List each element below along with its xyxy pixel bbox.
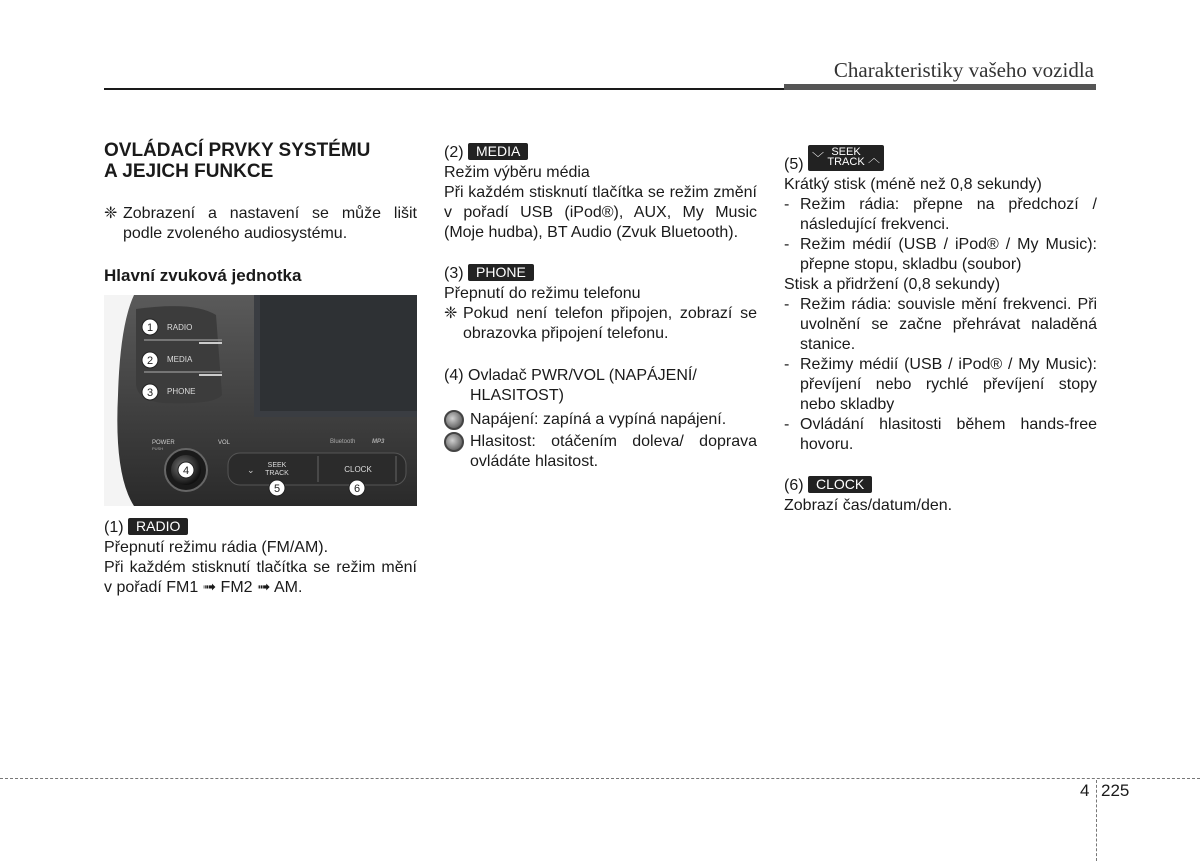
column-2	[444, 143, 757, 472]
power-label: POWER	[152, 440, 175, 446]
clock-badge: CLOCK	[808, 476, 872, 493]
note-text: Zobrazení a nastavení se může lišit podle zvoleného audiosystému.	[123, 205, 417, 242]
section-heading: OVLÁDACÍ PRVKY SYSTÉMU A JEJICH FUNKCE	[104, 140, 371, 182]
marker-6: 6	[353, 483, 361, 495]
chevron-up-icon: ︿	[868, 151, 881, 165]
marker-4: 4	[182, 465, 190, 477]
hold-press-title: Stisk a přidržení (0,8 sekundy)	[784, 276, 1001, 293]
audio-note	[104, 204, 417, 244]
item-2-line-1: Režim výběru média	[444, 164, 590, 181]
column-1	[104, 140, 417, 286]
column-3	[784, 143, 1097, 516]
item-1-radio	[104, 518, 417, 598]
vol-label: VOL	[218, 440, 231, 446]
header-rule	[104, 88, 784, 90]
item-3-note	[444, 304, 757, 344]
clock-label: CLOCK	[344, 465, 372, 474]
short-press-bullet: - Režim médií (USB / iPod® / My Music): přepne stopu, skladbu (soubor)	[784, 236, 1097, 273]
page-number: 225	[1101, 781, 1130, 800]
item-6-number: (6)	[784, 477, 804, 494]
subheading: Hlavní zvuková jednotka	[104, 266, 302, 285]
head-unit-photo	[104, 295, 417, 506]
item-4-line-1: (4) Ovladač PWR/VOL (NAPÁJENÍ/	[444, 367, 697, 384]
item-4-volume: Hlasitost: otáčením doleva/ doprava ovládáte hlasitost.	[444, 432, 757, 472]
phone-badge: PHONE	[468, 264, 534, 281]
marker-2: 2	[146, 355, 154, 367]
radio-button-label: RADIO	[167, 323, 193, 332]
header-rule-accent	[784, 84, 1096, 90]
hold-press-bullet: - Režim rádia: souvisle mění frekvenci. Při uvolnění se začne přehrávat naladěná stanice.	[784, 296, 1097, 353]
item-4-line-2: HLASITOST)	[470, 387, 564, 404]
marker-5: 5	[273, 483, 281, 495]
knob-icon	[444, 410, 464, 430]
marker-3: 3	[146, 387, 154, 399]
footer-rule	[0, 778, 1200, 779]
item-5-number: (5)	[784, 156, 804, 173]
knob-icon	[444, 432, 464, 452]
running-header: Charakteristiky vašeho vozidla	[833, 58, 1094, 82]
media-badge: MEDIA	[468, 143, 528, 160]
note-mark: ❈	[444, 305, 458, 322]
media-button-label: MEDIA	[167, 355, 193, 364]
phone-button-label: PHONE	[167, 387, 196, 396]
marker-1: 1	[146, 322, 154, 334]
radio-badge: RADIO	[128, 518, 188, 535]
chapter-number: 4	[1080, 781, 1090, 800]
bluetooth-label: Bluetooth	[330, 439, 356, 445]
short-press-bullet: - Režim rádia: přepne na předchozí / následující frekvenci.	[784, 196, 1097, 233]
note-mark: ❈	[104, 205, 118, 222]
seek-label: SEEK	[267, 462, 287, 469]
item-3-line-1: Přepnutí do režimu telefonu	[444, 285, 641, 302]
seek-track-badge: ﹀ SEEK TRACK ︿	[808, 145, 884, 171]
footer-divider	[1096, 780, 1097, 861]
head-unit-illustration	[104, 295, 417, 506]
item-1-line-2: Při každém stisknutí tlačítka se režim mění v pořadí FM1 ➟ FM2 ➟ AM.	[104, 559, 417, 596]
item-4-power: Napájení: zapíná a vypíná napájení.	[444, 410, 757, 430]
hold-press-bullet: - Režimy médií (USB / iPod® / My Music): převíjení nebo rychlé převíjení stopy nebo skladby	[784, 356, 1097, 413]
short-press-title: Krátký stisk (méně než 0,8 sekundy)	[784, 176, 1042, 193]
item-1-line-1: Přepnutí režimu rádia (FM/AM).	[104, 539, 329, 556]
hold-press-bullet: - Ovládání hlasitosti během hands-free hovoru.	[784, 416, 1097, 453]
item-2-number: (2)	[444, 144, 464, 161]
item-3-number: (3)	[444, 265, 464, 282]
item-3-note-text: Pokud není telefon připojen, zobrazí se obrazovka připojení telefonu.	[463, 305, 757, 342]
svg-text:⌄: ⌄	[247, 465, 255, 475]
item-1-number: (1)	[104, 519, 124, 536]
item-2-line-2: Při každém stisknutí tlačítka se režim změní v pořadí USB (iPod®), AUX, My Music (Moje hudba), BT Audio (Zvuk Bluetooth).	[444, 184, 757, 241]
mp3-label: MP3	[372, 439, 385, 445]
track-label: TRACK	[265, 470, 289, 477]
item-6-line-1: Zobrazí čas/datum/den.	[784, 497, 953, 514]
chevron-down-icon: ﹀	[812, 151, 825, 165]
push-label: PUSH	[152, 446, 164, 451]
